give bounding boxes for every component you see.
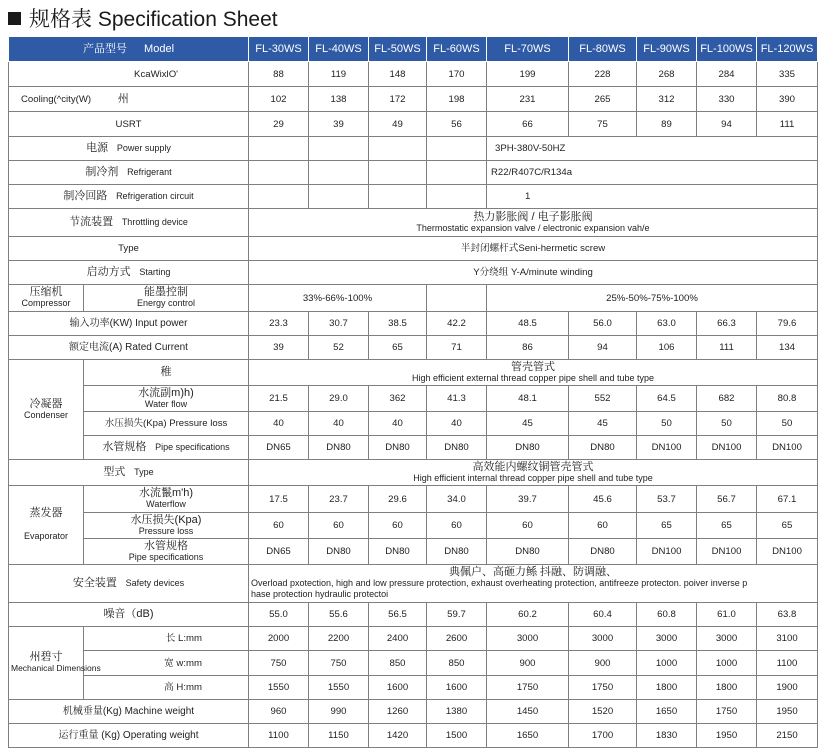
cell: 60.4 [569, 603, 637, 627]
cell: 59.7 [427, 603, 487, 627]
cell: 60 [487, 513, 569, 539]
merged-cell: R22/R407C/R134a [487, 161, 818, 185]
cell: 1900 [757, 676, 818, 700]
row-label-en: Pipe specifications [155, 442, 230, 452]
table-row [9, 436, 818, 460]
cell: DN80 [569, 539, 637, 565]
row-label-en: Starting [139, 267, 171, 277]
row-label: 宽 w:mm [84, 651, 249, 676]
merged-cell-en: Thermostatic expansion valve / electronic expansion vah/e [416, 222, 650, 233]
cell: 1800 [697, 676, 757, 700]
cell: 29 [249, 112, 309, 137]
row-label [84, 386, 249, 412]
cell: 170 [427, 62, 487, 87]
cell: 119 [309, 62, 369, 87]
row-label [84, 513, 249, 539]
table-row [9, 412, 818, 436]
table-row [9, 336, 818, 360]
merged-cell-cn: 管壳管式 [511, 360, 555, 373]
cell: 106 [637, 336, 697, 360]
cell: 1000 [637, 651, 697, 676]
cell: 2200 [309, 627, 369, 651]
cell: DN80 [369, 436, 427, 460]
page-title-text: 规格表 Specification Sheet [29, 8, 278, 31]
cell: 1650 [487, 724, 569, 748]
merged-cell: 33%-66%-100% [249, 285, 427, 312]
table-row [9, 112, 818, 137]
group-label [9, 360, 84, 460]
table-row [9, 565, 818, 603]
cell: DN65 [249, 436, 309, 460]
cell: 41.3 [427, 386, 487, 412]
cell: 850 [427, 651, 487, 676]
cell: 39.7 [487, 486, 569, 513]
cell: 40 [427, 412, 487, 436]
row-label [9, 565, 249, 603]
cell: 80.8 [757, 386, 818, 412]
row-label-cn: 水管规格 [102, 441, 147, 453]
row-label-en: Safety devices [125, 578, 185, 588]
row-label: 高 H:mm [84, 676, 249, 700]
cell: 3000 [487, 627, 569, 651]
cell: 52 [309, 336, 369, 360]
row-label-cn: 水压损失(Kpa) [130, 513, 202, 526]
cell: DN100 [697, 539, 757, 565]
cell: 111 [697, 336, 757, 360]
merged-cell: Y分绕组 Y-A/minute winding [249, 261, 818, 285]
cell: 66.3 [697, 312, 757, 336]
cell: 1600 [427, 676, 487, 700]
cell: 134 [757, 336, 818, 360]
cell: 268 [637, 62, 697, 87]
cell: 60 [249, 513, 309, 539]
row-label: 水压损失(Kpa) Pressure loss [84, 412, 249, 436]
cell: 102 [249, 87, 309, 112]
row-label-en: Power supply [116, 143, 171, 153]
cell: 39 [249, 336, 309, 360]
cell: 65 [757, 513, 818, 539]
row-label [9, 185, 249, 209]
cell: 79.6 [757, 312, 818, 336]
row-label-en: Cooling(^city(W) [21, 93, 92, 105]
cell: 65 [697, 513, 757, 539]
cell: 750 [249, 651, 309, 676]
model-cell: FL-40WS [309, 37, 369, 62]
row-label [9, 137, 249, 161]
cell: 900 [569, 651, 637, 676]
cell: 1150 [309, 724, 369, 748]
cell: 138 [309, 87, 369, 112]
cell: 65 [637, 513, 697, 539]
cell: 48.1 [487, 386, 569, 412]
cell: 60 [569, 513, 637, 539]
cell: 312 [637, 87, 697, 112]
cell: DN100 [637, 436, 697, 460]
row-label-en: Waterflow [146, 499, 186, 509]
row-label: 额定电流(A) Rated Current [9, 336, 249, 360]
group-label-en: Compressor [21, 298, 71, 308]
cell: DN65 [249, 539, 309, 565]
cell: DN80 [487, 436, 569, 460]
row-label-cn: 电源 [86, 142, 109, 154]
model-cell: FL-100WS [697, 37, 757, 62]
cell: 362 [369, 386, 427, 412]
cell: 42.2 [427, 312, 487, 336]
cell: 1260 [369, 700, 427, 724]
cell: 67.1 [757, 486, 818, 513]
cell: DN80 [369, 539, 427, 565]
table-row [9, 87, 818, 112]
row-label: Type [9, 237, 249, 261]
cell: 3100 [757, 627, 818, 651]
cell: 30.7 [309, 312, 369, 336]
cell: 1450 [487, 700, 569, 724]
row-label [9, 261, 249, 285]
cell: DN100 [637, 539, 697, 565]
table-row [9, 185, 818, 209]
model-cell: FL-70WS [487, 37, 569, 62]
row-label-cn: 州 [117, 92, 129, 105]
group-label [9, 285, 84, 312]
table-row [9, 137, 818, 161]
merged-cell [249, 360, 818, 386]
merged-cell-cn: 热力影胀阀 / 电子影胀阀 [473, 210, 593, 223]
cell: 50 [757, 412, 818, 436]
cell: 50 [637, 412, 697, 436]
cell: 38.5 [369, 312, 427, 336]
row-label: 稚 [84, 360, 249, 386]
safety-cn: 典佩户、高砸力鲧 抖融、防调融、 [448, 566, 618, 578]
cell: 750 [309, 651, 369, 676]
row-label-cn: 制冷剂 [85, 166, 119, 178]
merged-cell [249, 460, 818, 486]
model-cell: FL-80WS [569, 37, 637, 62]
cell: 552 [569, 386, 637, 412]
cell: 1520 [569, 700, 637, 724]
cell: 990 [309, 700, 369, 724]
cell: 390 [757, 87, 818, 112]
cell: 61.0 [697, 603, 757, 627]
cell: 45 [569, 412, 637, 436]
cell: DN100 [697, 436, 757, 460]
merged-cell-en: High efficient external thread copper pipe shell and tube type [412, 372, 654, 383]
merged-cell-en: High efficient internal thread copper pipe shell and tube type [413, 472, 653, 483]
table-row [9, 651, 818, 676]
square-bullet-icon [8, 12, 21, 25]
header-row [9, 37, 818, 62]
cell: 2400 [369, 627, 427, 651]
cell: 23.3 [249, 312, 309, 336]
merged-cell [249, 565, 818, 603]
model-header-cell [9, 37, 249, 62]
cell: 45 [487, 412, 569, 436]
table-row [9, 724, 818, 748]
cell: 2000 [249, 627, 309, 651]
merged-cell: 1 [487, 185, 818, 209]
cell: 23.7 [309, 486, 369, 513]
cell: 66 [487, 112, 569, 137]
row-label-cn: 型式 [103, 466, 126, 478]
row-label: 噪音（dB) [9, 603, 249, 627]
table-row [9, 386, 818, 412]
row-label-cn: 水流鬣m'h) [138, 487, 194, 499]
cell: 63.0 [637, 312, 697, 336]
cell: 89 [637, 112, 697, 137]
row-label [9, 209, 249, 237]
cell: DN80 [487, 539, 569, 565]
page-title [8, 4, 278, 32]
cell: 45.6 [569, 486, 637, 513]
cell: 1550 [249, 676, 309, 700]
cell: 88 [249, 62, 309, 87]
cell: 40 [249, 412, 309, 436]
cell: 231 [487, 87, 569, 112]
model-header-cn: 产品型号 [82, 42, 127, 55]
cell: 86 [487, 336, 569, 360]
table-row [9, 486, 818, 513]
cell: 284 [697, 62, 757, 87]
cell: 172 [369, 87, 427, 112]
model-cell: FL-30WS [249, 37, 309, 62]
row-label-en: Refrigerant [127, 167, 172, 177]
row-label-en: Pressure loss [138, 525, 194, 536]
table-row [9, 237, 818, 261]
row-label [84, 539, 249, 565]
cell: 1380 [427, 700, 487, 724]
cell: 265 [569, 87, 637, 112]
row-label-cn: 能墨控制 [144, 286, 188, 298]
cell: 1500 [427, 724, 487, 748]
cell: 40 [369, 412, 427, 436]
cell: 50 [697, 412, 757, 436]
row-label-cn: 节流装置 [69, 216, 114, 228]
cell: 34.0 [427, 486, 487, 513]
cell: 56.0 [569, 312, 637, 336]
model-cell: FL-60WS [427, 37, 487, 62]
table-row [9, 539, 818, 565]
safety-en-line1: Overload pxotection, high and low pressure protection, exhaust overheating protection, antifreeze protecton. poiver inverse p [251, 578, 748, 588]
cell: 1650 [637, 700, 697, 724]
row-label-cn: 水流副m)h) [138, 386, 194, 399]
cell: 1750 [569, 676, 637, 700]
row-label-en: Water flow [144, 398, 188, 409]
cell: 1750 [697, 700, 757, 724]
cell: DN100 [757, 436, 818, 460]
cell: 55.6 [309, 603, 369, 627]
cell: 1420 [369, 724, 427, 748]
group-label-en: Mechanical Dimensions [11, 663, 101, 673]
model-cell: FL-50WS [369, 37, 427, 62]
safety-en-line2: hase protection hydraulic protectoi [251, 589, 389, 599]
cell: 1950 [757, 700, 818, 724]
table-row [9, 676, 818, 700]
cell: 900 [487, 651, 569, 676]
cell: 2150 [757, 724, 818, 748]
cell: 56.5 [369, 603, 427, 627]
cell: 60.8 [637, 603, 697, 627]
merged-cell: 25%-50%-75%-100% [487, 285, 818, 312]
row-label [9, 460, 249, 486]
cell: 1100 [249, 724, 309, 748]
row-label-en: Energy control [136, 298, 196, 308]
cell: 17.5 [249, 486, 309, 513]
cell: 75 [569, 112, 637, 137]
cell: 60.2 [487, 603, 569, 627]
row-label: 运行重量 (Kg) Operating weight [9, 724, 249, 748]
cell: 63.8 [757, 603, 818, 627]
cell: 39 [309, 112, 369, 137]
group-label [9, 627, 101, 700]
table-row [9, 312, 818, 336]
cell: 330 [697, 87, 757, 112]
group-label-cn: 冷凝器 [29, 397, 63, 410]
table-row [9, 261, 818, 285]
row-label [9, 161, 249, 185]
cell: 1550 [309, 676, 369, 700]
cell: 3000 [569, 627, 637, 651]
row-label [84, 486, 249, 513]
merged-cell: 3PH-380V-50HZ [487, 137, 818, 161]
cell: 960 [249, 700, 309, 724]
cell: 60 [309, 513, 369, 539]
cell: 94 [697, 112, 757, 137]
table-row [9, 603, 818, 627]
table-row [9, 513, 818, 539]
table-row [9, 62, 818, 87]
cell: 148 [369, 62, 427, 87]
cell: 48.5 [487, 312, 569, 336]
cell: DN80 [309, 539, 369, 565]
cell: 65 [369, 336, 427, 360]
table-row [9, 209, 818, 237]
cell: 199 [487, 62, 569, 87]
group-label-cn: 蒸发器 [29, 507, 63, 519]
cell: 1950 [697, 724, 757, 748]
table-row [9, 460, 818, 486]
cell: 64.5 [637, 386, 697, 412]
cell: 53.7 [637, 486, 697, 513]
cell: 198 [427, 87, 487, 112]
row-label-cn: 启动方式 [86, 266, 131, 278]
cell: 1750 [487, 676, 569, 700]
row-label: KcaWixlO' [9, 62, 249, 87]
cell: 1830 [637, 724, 697, 748]
row-label-en: Throttling device [121, 217, 188, 227]
cell: 335 [757, 62, 818, 87]
group-label-cn: 州碧寸 [29, 651, 63, 663]
cell: 40 [309, 412, 369, 436]
row-label-en: Refrigeration circuit [116, 191, 194, 201]
cell: 1000 [697, 651, 757, 676]
model-cell: FL-90WS [637, 37, 697, 62]
cell: DN80 [427, 539, 487, 565]
cell: 2600 [427, 627, 487, 651]
group-label-en: Evaporator [23, 531, 69, 541]
cell: DN80 [309, 436, 369, 460]
row-label [84, 285, 249, 312]
table-row [9, 161, 818, 185]
table-row [9, 627, 818, 651]
cell: 850 [369, 651, 427, 676]
merged-cell [249, 209, 818, 237]
row-label [9, 87, 249, 112]
row-label: 机械垂量(Kg) Machine weight [9, 700, 249, 724]
cell: 3000 [637, 627, 697, 651]
cell: 1700 [569, 724, 637, 748]
row-label-cn: 水管规格 [144, 539, 188, 552]
cell: 1100 [757, 651, 818, 676]
cell: 111 [757, 112, 818, 137]
cell: 1800 [637, 676, 697, 700]
row-label-cn: 安全装置 [72, 577, 117, 589]
model-cell: FL-120WS [757, 37, 818, 62]
group-label [9, 486, 84, 565]
cell: 228 [569, 62, 637, 87]
table-row [9, 285, 818, 312]
table-row [9, 700, 818, 724]
specification-table [8, 36, 818, 748]
cell: 94 [569, 336, 637, 360]
row-label-en: Type [134, 467, 154, 477]
cell: 60 [427, 513, 487, 539]
group-label-en: Condenser [23, 409, 69, 420]
group-label-cn: 压缩机 [29, 286, 63, 298]
table-row [9, 360, 818, 386]
cell: 1600 [369, 676, 427, 700]
model-header-en: Model [144, 42, 175, 55]
row-label: 长 L:mm [84, 627, 249, 651]
row-label [84, 436, 249, 460]
cell: DN100 [757, 539, 818, 565]
row-label: USRT [9, 112, 249, 137]
cell: 56.7 [697, 486, 757, 513]
cell: 3000 [697, 627, 757, 651]
merged-cell-cn: 高效能内螺纹铜管壳管式 [472, 460, 594, 473]
cell: 21.5 [249, 386, 309, 412]
cell: 49 [369, 112, 427, 137]
merged-cell: 半封闭螺杆式Seni-hermetic screw [249, 237, 818, 261]
row-label-cn: 制冷回路 [63, 190, 108, 202]
cell: DN80 [569, 436, 637, 460]
cell: 29.0 [309, 386, 369, 412]
row-label: 输入功率(KW) Input power [9, 312, 249, 336]
cell: 55.0 [249, 603, 309, 627]
cell: 29.6 [369, 486, 427, 513]
cell: 71 [427, 336, 487, 360]
cell: 60 [369, 513, 427, 539]
cell: 56 [427, 112, 487, 137]
row-label-en: Pipe specifications [128, 551, 204, 562]
cell: DN80 [427, 436, 487, 460]
cell: 682 [697, 386, 757, 412]
